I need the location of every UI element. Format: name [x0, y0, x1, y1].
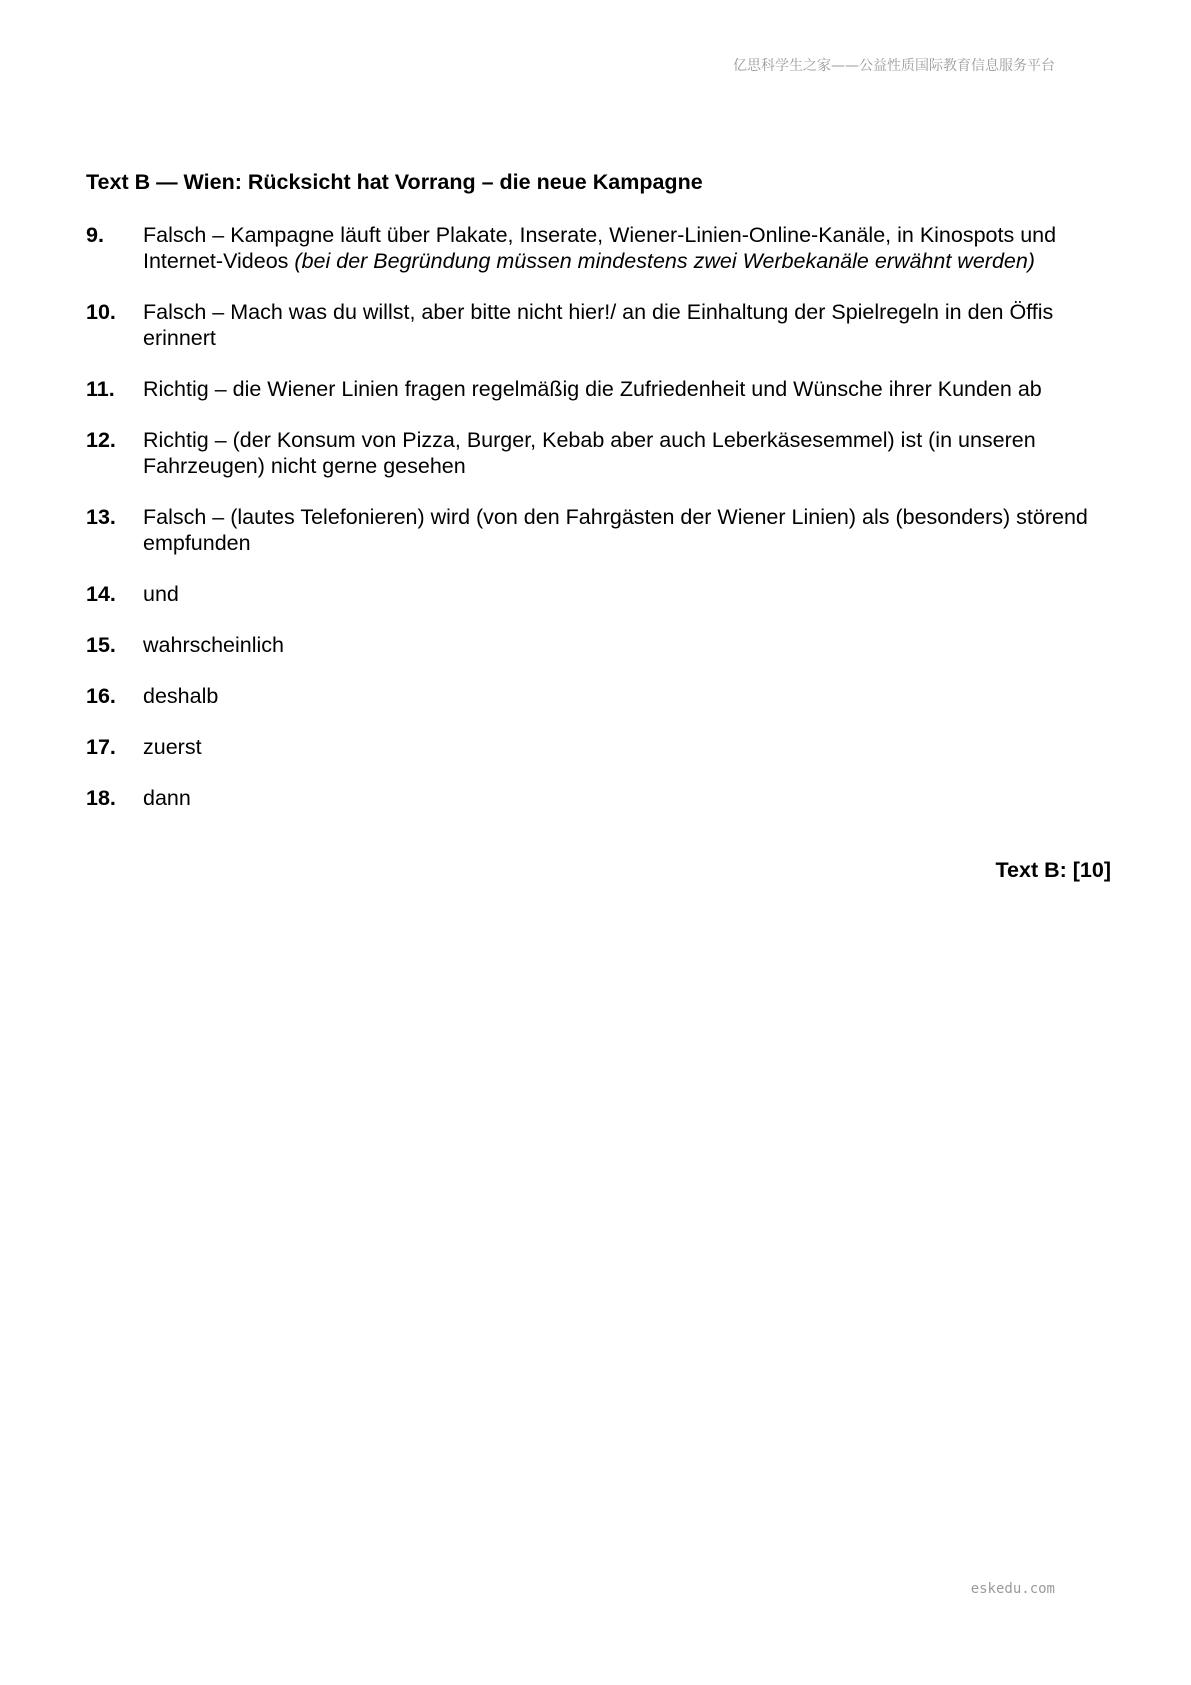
answer-item-14: [86, 581, 1096, 607]
answer-number: 15.: [86, 633, 116, 657]
answer-text: deshalb: [143, 684, 219, 708]
answer-text: und: [143, 582, 179, 606]
answer-number: 11.: [86, 377, 115, 401]
answer-item-11: [86, 376, 1096, 402]
answer-text: wahrscheinlich: [143, 633, 285, 657]
answer-text: Falsch – Kampagne läuft über Plakate, Inserate, Wiener-Linien-Online-Kanäle, in Kinospots und Internet-Videos: [143, 223, 1057, 273]
footer-watermark: eskedu.com: [970, 1581, 1055, 1597]
answer-item-9: [86, 222, 1096, 274]
answer-item-12: [86, 427, 1096, 479]
answer-item-13: [86, 504, 1096, 556]
answer-text: Falsch – Mach was du willst, aber bitte nicht hier!/ an die Einhaltung der Spielregeln in den Öffis erinnert: [143, 300, 1054, 350]
answer-number: 16.: [86, 684, 116, 708]
answer-text: zuerst: [143, 735, 202, 759]
answer-item-16: [86, 683, 1096, 709]
answer-text: Richtig – die Wiener Linien fragen regelmäßig die Zufriedenheit und Wünsche ihrer Kunden ab: [143, 377, 1042, 401]
answer-item-17: [86, 734, 1096, 760]
header-watermark: 亿思科学生之家——公益性质国际教育信息服务平台: [733, 58, 1055, 74]
answer-number: 12.: [86, 428, 116, 452]
answer-number: 18.: [86, 786, 116, 810]
answer-note: (bei der Begründung müssen mindestens zwei Werbekanäle erwähnt werden): [294, 249, 1035, 273]
answer-text: Falsch – (lautes Telefonieren) wird (von den Fahrgästen der Wiener Linien) als (besonders) störend empfunden: [143, 505, 1088, 555]
answer-text: dann: [143, 786, 191, 810]
answer-item-18: [86, 785, 1096, 811]
section-title: Text B — Wien: Rücksicht hat Vorrang – die neue Kampagne: [86, 170, 703, 194]
score-total: Text B: [10]: [995, 858, 1111, 882]
answer-list: [86, 222, 1096, 836]
answer-number: 10.: [86, 300, 116, 324]
answer-number: 14.: [86, 582, 116, 606]
answer-number: 9.: [86, 223, 104, 247]
answer-item-10: [86, 299, 1096, 351]
answer-item-15: [86, 632, 1096, 658]
answer-number: 13.: [86, 505, 116, 529]
answer-text: Richtig – (der Konsum von Pizza, Burger, Kebab aber auch Leberkäsesemmel) ist (in unseren Fahrzeugen) nicht gerne gesehen: [143, 428, 1036, 478]
answer-number: 17.: [86, 735, 116, 759]
